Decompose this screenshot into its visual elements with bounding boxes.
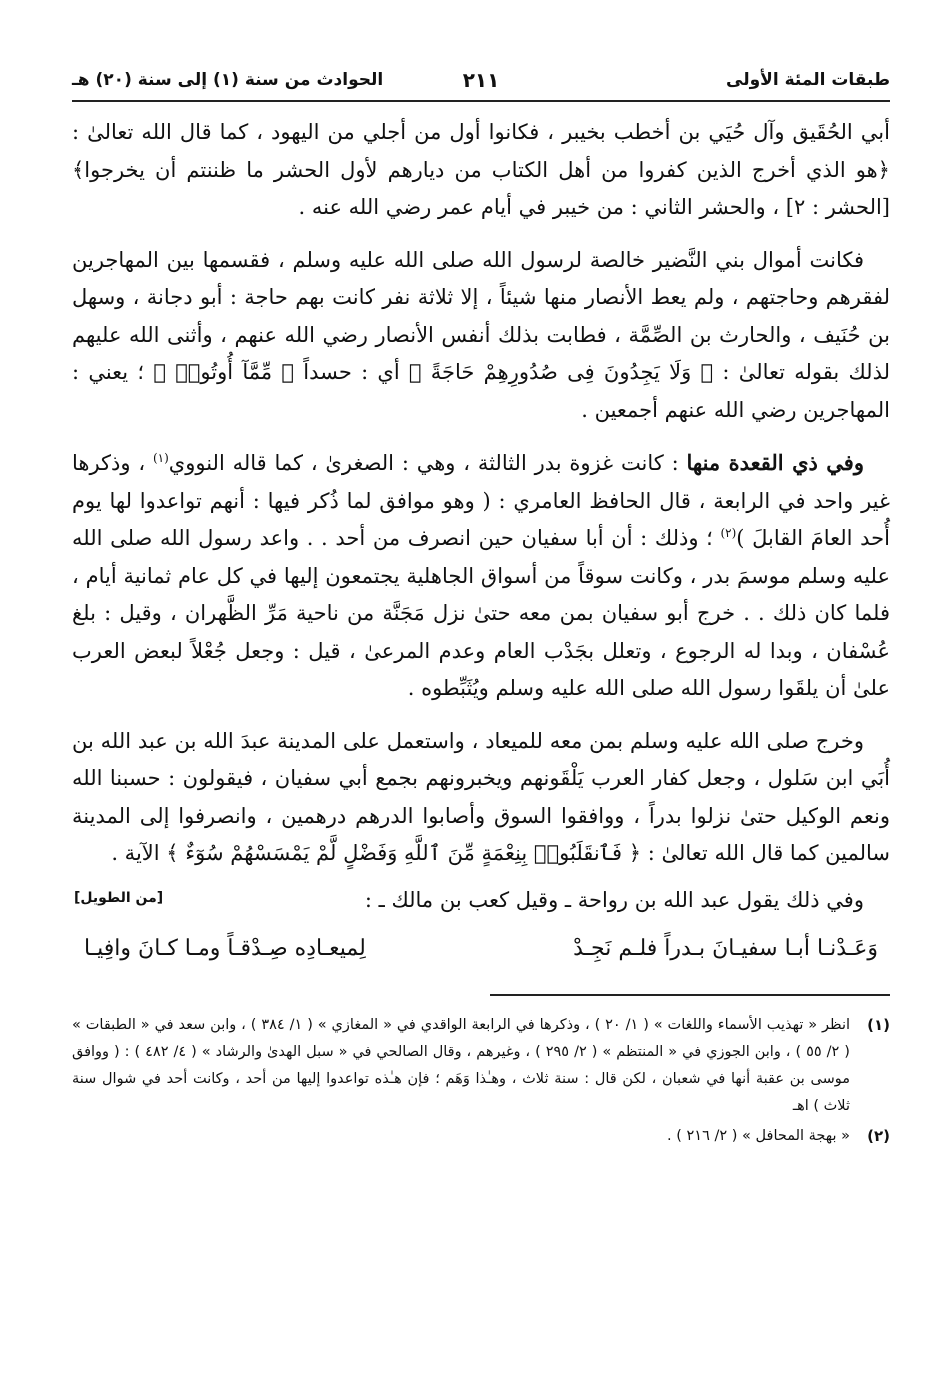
footnote-2 bbox=[72, 1123, 890, 1150]
poem-intro-line bbox=[72, 888, 890, 924]
paragraph-1: أبي الحُقَيق وآل حُيَي بن أخطب بخيبر ، فكانوا أول من أجلي من اليهود ، كما قال الله تعالىٰ : ﴿هو الذي أخرج الذين كفروا من أهل الكتاب من ديارهم لأول الحشر ما ظننتم أن يخرجوا﴾ [الحشر : ٢] ، والحشر الثاني : من خيبر في أيام عمر رضي الله عنه . bbox=[72, 120, 890, 219]
footnote-text: « بهجة المحافل » ( ٢/ ٢١٦ ) . bbox=[667, 1127, 850, 1144]
footnote-number: (١) bbox=[867, 1015, 890, 1034]
poem-intro: وفي ذلك يقول عبد الله بن رواحة ـ وقيل كعب بن مالك ـ : bbox=[364, 887, 864, 912]
paragraph-3-part-a: : كانت غزوة بدر الثالثة ، وهي : الصغرىٰ ، كما قاله النووي bbox=[168, 451, 687, 475]
paragraph-3-part-b: ، وذكرها غير واحد في الرابعة ، قال الحافظ العامري : ( وهو موافق لما ذُكر فيها : أنهم تواعدوا لها يوم أُحد العامَ القابلَ ) bbox=[72, 451, 890, 550]
footnote-1 bbox=[72, 1012, 890, 1120]
running-header bbox=[72, 60, 890, 102]
section-lead: وفي ذي القعدة منها bbox=[686, 450, 864, 475]
footnotes bbox=[72, 1012, 890, 1150]
verse-hemistich-1: وَعَـدْنـا أبـا سفيـانَ بـدراً فلـم نَجِـدْ bbox=[573, 935, 878, 961]
book-title: طبقات المئة الأولى bbox=[726, 70, 890, 90]
chapter-title: الحوادث من سنة (١) إلى سنة (٢٠) هـ bbox=[72, 70, 384, 90]
page-number: ٢١١ bbox=[462, 68, 500, 92]
paragraph-4: وخرج صلى الله عليه وسلم بمن معه للميعاد ، واستعمل على المدينة عبدَ الله بن عبد الله بن أُبَي ابن سَلول ، وجعل كفار العرب يَلْقَونهم ويخبرونهم بجمع أبي سفيان ، فيقولون : حسبنا الله ونعم الوكيل حتىٰ نزلوا بدراً ، ووافقوا السوق وأصابوا الدرهم درهمين ، وانصرفوا إلى المدينة سالمين كما قال الله تعالىٰ : ﴿ فَٱنقَلَبُوا۟ بِنِعْمَةٍ مِّنَ ٱللَّهِ وَفَضْلٍ لَّمْ يَمْسَسْهُمْ سُوٓءٌ ﴾ الآية . bbox=[72, 728, 890, 865]
paragraph-3-part-c: ؛ وذلك : أن أبا سفيان حين انصرف من أحد . . واعد رسول الله صلى الله عليه وسلم موسمَ بدر ، وكانت سوقاً من أسواق الجاهلية يجتمعون إليها في كل عام ثمانية أيام ، فلما كان ذلك . . خرج أبو سفيان بمن معه حتىٰ نزل مَجَنَّة من ناحية مَرِّ الظَّهران ، وقيل : بلغ عُسْفان ، وبدا له الرجوع ، وتعلل بجَدْب العام وعدم المرعىٰ ، قيل : وجعل جُعْلاً لبعض العرب علىٰ أن يلقَوا رسول الله صلى الله عليه وسلم ويُثَبِّطوه . bbox=[72, 526, 890, 700]
paragraph-2: فكانت أموال بني النَّضير خالصة لرسول الله صلى الله عليه وسلم ، فقسمها بين المهاجرين لفقرهم وحاجتهم ، ولم يعط الأنصار منها شيئاً ، إلا ثلاثة نفر كانت بهم حاجة : أبو دجانة ، وسهل بن حُنَيف ، والحارث بن الصِّمَّة ، فطابت بذلك أنفس الأنصار رضي الله عنهم ، وأثنى الله عليهم لذلك بقوله تعالىٰ : ﴿ وَلَا يَجِدُونَ فِى صُدُورِهِمْ حَاجَةً ﴾ أي : حسداً ﴿ مِّمَّآ أُوتُوا۟ ﴾ ؛ يعني : المهاجرين رضي الله عنهم أجمعين . bbox=[72, 247, 890, 422]
book-page bbox=[72, 60, 890, 1153]
footnote-ref-2[interactable]: (٢) bbox=[720, 526, 737, 540]
paragraph-3 bbox=[72, 444, 890, 708]
footnote-ref-1[interactable]: (١) bbox=[152, 451, 169, 465]
main-text bbox=[72, 114, 890, 982]
footnote-number: (٢) bbox=[867, 1126, 890, 1145]
footnote-text: انظر « تهذيب الأسماء واللغات » ( ١/ ٢٠ ) ، وذكرها في الرابعة الواقدي في « المغازي » ( ١/ ٣٨٤ ) ، وابن سعد في « الطبقات » ( ٢/ ٥٥ ) ، وابن الجوزي في « المنتظم » ( ٢/ ٢٩٥ ) ، وغيرهم ، وقال الصالحي في « سبل الهدىٰ والرشاد » ( ٤/ ٤٨٢ ) : ( ووافق موسى بن عقبة أنها في شعبان ، لكن قال : سنة ثلاث ، وهـٰذا وَهَم ؛ فإن هـٰذه تواعدوا إليها من أحد ، وكانت أحد في شوال سنة ثلاث ) اهـ bbox=[72, 1016, 851, 1114]
poem-verse bbox=[72, 930, 890, 982]
verse-hemistich-2: لِميعـادِه صِـدْقـاً ومـا كـانَ وافِيـا bbox=[84, 935, 366, 961]
footnote-divider bbox=[490, 994, 890, 996]
poem-meter: [من الطويل] bbox=[74, 889, 164, 906]
